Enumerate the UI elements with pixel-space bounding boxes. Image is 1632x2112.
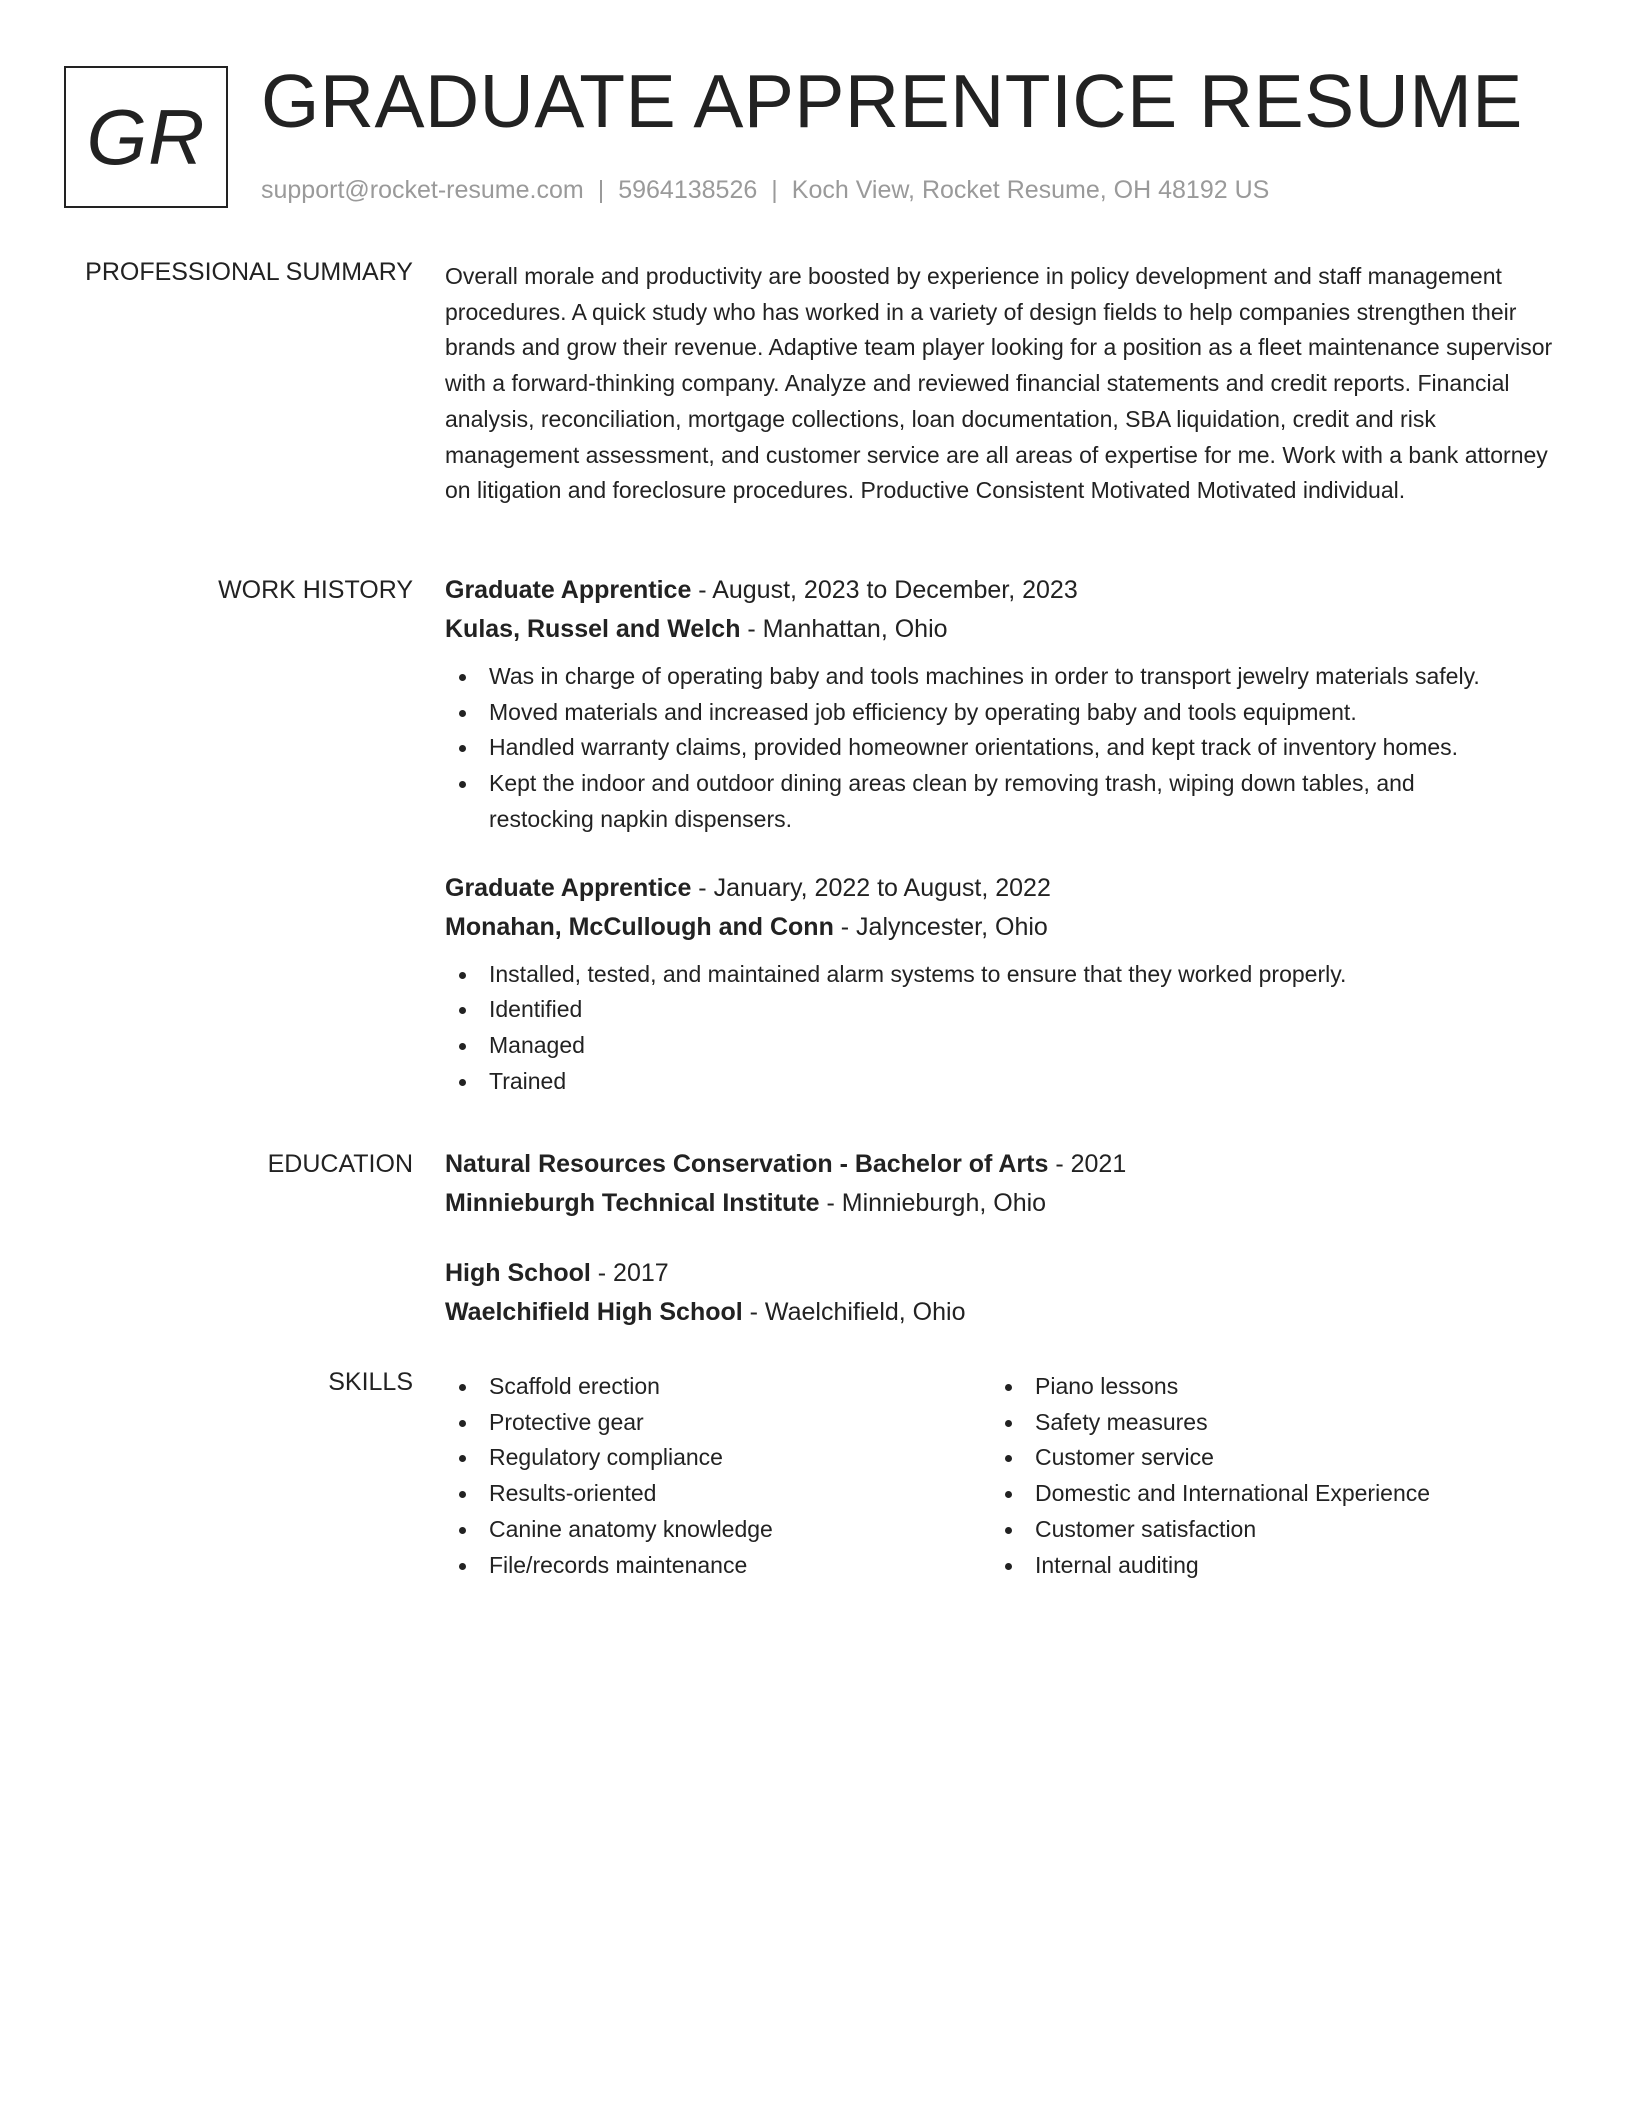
skills-columns xyxy=(445,1369,1570,1583)
job-location: - Jalyncester, Ohio xyxy=(833,912,1048,941)
skill-item: Regulatory compliance xyxy=(445,1440,991,1476)
list-item: Moved materials and increased job efficiency by operating baby and tools equipment. xyxy=(445,695,1570,731)
school-name: Waelchifield High School xyxy=(445,1298,743,1326)
list-item: Kept the indoor and outdoor dining areas clean by removing trash, wiping down tables, and restocking napkin dispensers. xyxy=(445,766,1485,837)
degree-line xyxy=(445,1145,1570,1184)
section-label-work-history: WORK HISTORY xyxy=(218,576,413,604)
list-item: Identified xyxy=(445,992,1570,1028)
education-entry xyxy=(445,1145,1570,1223)
skill-item: Protective gear xyxy=(445,1405,991,1441)
degree-year: - 2021 xyxy=(1048,1150,1127,1178)
skills-list xyxy=(991,1369,1537,1583)
job-entry xyxy=(445,869,1570,1100)
section-label-skills: SKILLS xyxy=(328,1368,413,1396)
list-item: Trained xyxy=(445,1064,1570,1100)
resume-title: GRADUATE APPRENTICE RESUME xyxy=(261,59,1523,143)
skill-item: Canine anatomy knowledge xyxy=(445,1512,991,1548)
job-title: Graduate Apprentice xyxy=(445,576,692,604)
job-title-line xyxy=(445,869,1570,908)
job-location: - Manhattan, Ohio xyxy=(740,615,948,643)
degree-name: Natural Resources Conservation - Bachelor of Arts xyxy=(445,1150,1049,1178)
list-item: Handled warranty claims, provided homeowner orientations, and kept track of inventory homes. xyxy=(445,730,1570,766)
job-title-line xyxy=(445,571,1570,610)
skill-item: Scaffold erection xyxy=(445,1369,991,1405)
school-name: Minnieburgh Technical Institute xyxy=(445,1189,820,1217)
job-company-line xyxy=(445,610,1570,649)
job-company-line xyxy=(445,908,1570,947)
education-entry xyxy=(445,1254,1570,1332)
school-location: - Waelchifield, Ohio xyxy=(742,1298,966,1326)
summary-text: Overall morale and productivity are boosted by experience in policy development and staff management procedures. A quick study who has worked in a variety of design fields to help companies strengthen their brands and grow their revenue. Adaptive team player looking for a position as a fleet maintenance supervisor with a forward-thinking company. Analyze and reviewed financial statements and credit reports. Financial analysis, reconciliation, mortgage collections, loan documentation, SBA liquidation, credit and risk management assessment, and customer service are all areas of expertise for me. Work with a bank attorney on litigation and foreclosure procedures. Productive Consistent Motivated Motivated individual. xyxy=(445,263,1553,504)
job-dates: - August, 2023 to December, 2023 xyxy=(691,576,1078,604)
contact-address: Koch View, Rocket Resume, OH 48192 US xyxy=(791,176,1270,204)
job-duties-list xyxy=(445,659,1570,838)
contact-separator: | xyxy=(597,176,605,204)
job-dates: - January, 2022 to August, 2022 xyxy=(691,873,1051,902)
skill-item: Customer service xyxy=(991,1440,1537,1476)
skill-item: Customer satisfaction xyxy=(991,1512,1537,1548)
contact-separator: | xyxy=(771,176,778,204)
list-item: Was in charge of operating baby and tools machines in order to transport jewelry materials safely. xyxy=(445,659,1570,695)
contact-line xyxy=(261,176,1269,205)
skill-item: Domestic and International Experience xyxy=(991,1476,1537,1512)
school-line xyxy=(445,1293,1570,1332)
contact-phone[interactable]: 5964138526 xyxy=(618,176,758,204)
skill-item: File/records maintenance xyxy=(445,1548,991,1584)
work-history-body xyxy=(445,571,1570,1099)
skill-item: Piano lessons xyxy=(991,1369,1537,1405)
job-entry xyxy=(445,571,1570,838)
monogram-initials: GR xyxy=(86,92,206,181)
section-label-education: EDUCATION xyxy=(267,1150,413,1178)
skills-list xyxy=(445,1369,991,1583)
list-item: Installed, tested, and maintained alarm systems to ensure that they worked properly. xyxy=(445,957,1570,993)
skill-item: Results-oriented xyxy=(445,1476,991,1512)
monogram-badge xyxy=(64,66,228,208)
degree-line xyxy=(445,1254,1570,1293)
job-company: Monahan, McCullough and Conn xyxy=(445,912,834,941)
degree-name: High School xyxy=(445,1259,591,1287)
job-title: Graduate Apprentice xyxy=(445,873,692,902)
school-line xyxy=(445,1184,1570,1223)
section-label-summary: PROFESSIONAL SUMMARY xyxy=(85,258,413,286)
degree-year: - 2017 xyxy=(590,1259,669,1287)
skills-column-right xyxy=(991,1369,1537,1583)
job-company: Kulas, Russel and Welch xyxy=(445,615,741,643)
skills-body xyxy=(445,1369,1570,1583)
list-item: Managed xyxy=(445,1028,1570,1064)
skills-column-left xyxy=(445,1369,991,1583)
job-duties-list xyxy=(445,957,1570,1100)
school-location: - Minnieburgh, Ohio xyxy=(819,1189,1047,1217)
skill-item: Internal auditing xyxy=(991,1548,1537,1584)
contact-email[interactable]: support@rocket-resume.com xyxy=(261,176,584,204)
skill-item: Safety measures xyxy=(991,1405,1537,1441)
education-body xyxy=(445,1145,1570,1332)
